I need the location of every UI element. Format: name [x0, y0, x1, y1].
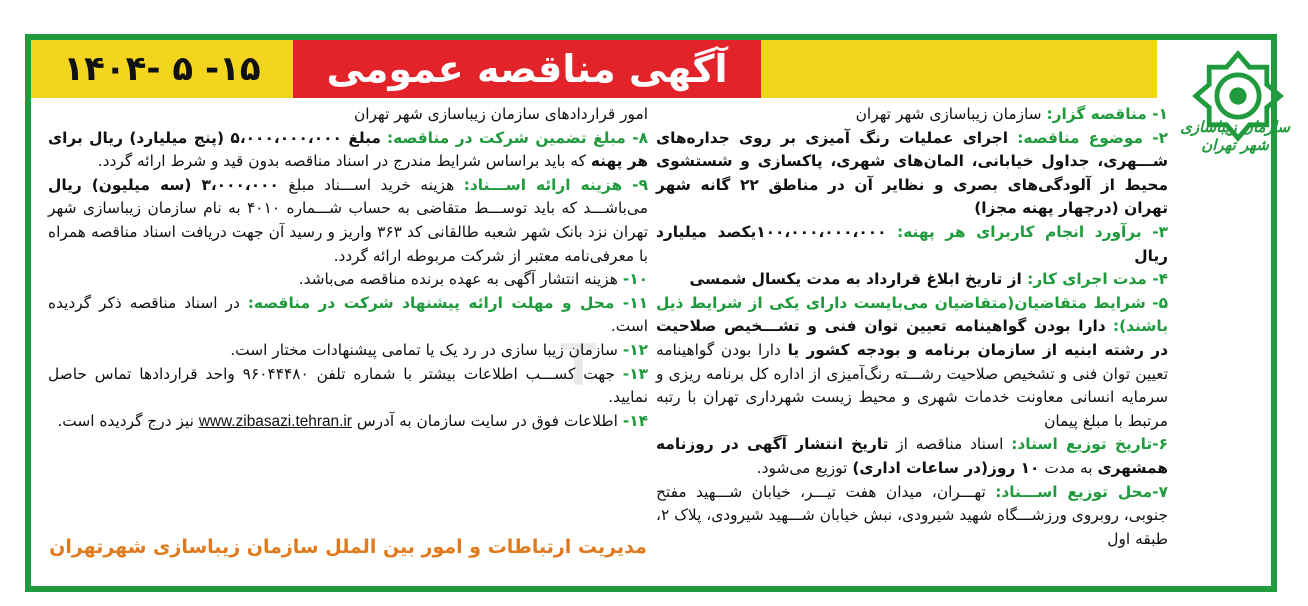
item-9-label: ۹- هزینه ارائه اســـناد:	[463, 175, 648, 194]
item-9-text2: می‌باشـــد که باید توســـط متقاضی به حساب شـــماره ۴۰۱۰ به نام سازمان زیباسازی شهر تهران نزد بانک شهر شعبه طالقانی کد ۳۶۳ واریز و رسید آن جهت دریافت اسناد مناقصه همراه با معرفی‌نامه معتبر از شرکت مربوطه ارائه گردد.	[48, 199, 648, 265]
item-8-text: که باید براساس شرایط مندرج در اسناد مناقصه بدون قید و شرط ارائه گردد.	[97, 152, 586, 171]
item-11	[48, 292, 648, 339]
item-10	[48, 268, 648, 292]
item-6-text2: به مدت	[1044, 458, 1093, 477]
item-3-text: ۱۰۰،۰۰۰،۰۰۰،۰۰۰یکصد میلیارد ریال	[656, 222, 1168, 265]
item-13-text: جهت کســـب اطلاعات بیشتر با شماره تلفن ۹۶۰۴۴۴۸۰ واحد قراردادها تماس حاصل نمایید.	[48, 364, 648, 407]
item-6-text1: اسناد مناقصه از	[896, 435, 1004, 454]
item-4-label: ۴- مدت اجرای کار:	[1027, 270, 1168, 289]
item-7-text: تهـــران، میدان هفت تیـــر، خیابان شـــهید مفتح جنوبی، روبروی ورزشـــگاه شهید شیرودی، نبش خیابان شـــهید شیرودی، پلاک ۲، طبقه اول	[656, 482, 1168, 548]
ad-title: آگهی مناقصه عمومی	[293, 40, 761, 98]
item-11-label: ۱۱- محل و مهلت ارائه پیشنهاد شرکت در مناقصه:	[247, 293, 648, 312]
header-strip	[761, 40, 1157, 98]
item-6	[656, 433, 1168, 480]
item-9-bold: ۳،۰۰۰،۰۰۰ (سه میلیون) ریال	[48, 175, 279, 194]
item-12	[48, 339, 648, 363]
item-13-label: ۱۳-	[622, 364, 648, 383]
item-14-label: ۱۴-	[622, 411, 648, 430]
item-8-label: ۸- مبلغ تضمین شرکت در مناقصه:	[386, 128, 648, 147]
item-11-text: در اسناد مناقصه ذکر گردیده است.	[48, 293, 648, 336]
left-column	[48, 103, 648, 433]
item-7	[656, 481, 1168, 552]
item-2-text: اجرای عملیات رنگ آمیزی بر روی جداره‌های شـــهری، جداول خیابانی، المان‌های شهری، پاکسازی و شستشوی محیط از آلودگی‌های بصری و نظایر آن در مناطق ۲۲ گانه شهر تهران (درچهار پهنه مجزا)	[656, 128, 1168, 218]
item-14-text2: نیز درج گردیده است.	[57, 411, 194, 430]
footer-signature: مدیریت ارتباطات و امور بین الملل سازمان زیباسازی شهرتهران	[49, 536, 647, 558]
item-5-label: ۵- شرایط متقاضیان(متقاضیان می‌بایست دارای یکی از شرایط ذیل باشند):	[656, 293, 1168, 336]
item-5-text: دارا بودن گواهینامه تعیین توان فنی و تشخیص صلاحیت رشـــته رنگ‌آمیزی از اداره کل برنامه ریزی و سرمایه انسانی معاونت خدمات شهری و محیط زیست شهرداری تهران با رتبه مرتبط با مبلغ پیمان	[656, 340, 1168, 430]
website-link[interactable]: www.zibasazi.tehran.ir	[198, 412, 352, 430]
item-4	[656, 268, 1168, 292]
item-1-text: سازمان زیباسازی شهر تهران	[855, 105, 1042, 123]
item-6-bold1: تاریخ انتشار آگهی در روزنامه همشهری	[656, 435, 1168, 477]
item-10-text: هزینه انتشار آگهی به عهده برنده مناقصه می‌باشد.	[298, 270, 618, 289]
item-4-text: از تاریخ ابلاغ قرارداد به مدت یکسال شمسی	[689, 270, 1022, 289]
item-14	[48, 410, 648, 434]
item-12-label: ۱۲-	[622, 340, 648, 359]
item-1	[656, 103, 1168, 127]
item-8-bold: مبلغ ۵،۰۰۰،۰۰۰،۰۰۰ (پنج میلیارد) ریال برای هر پهنه	[48, 128, 648, 171]
right-column	[656, 103, 1168, 551]
contracts-intro: امور قراردادهای سازمان زیباسازی شهر تهران	[353, 105, 648, 123]
item-5	[656, 292, 1168, 434]
item-3-label: ۳- برآورد انجام کاربرای هر پهنه:	[897, 222, 1169, 241]
logo-caption: سازمان زیباسازی شهر تهران	[1180, 118, 1290, 154]
item-6-text3: توزیع می‌شود.	[756, 458, 848, 477]
watermark: T	[560, 331, 597, 398]
header-bar	[31, 40, 1271, 98]
item-2	[656, 127, 1168, 221]
item-14-text1: اطلاعات فوق در سایت سازمان به آدرس	[356, 411, 618, 430]
item-3	[656, 221, 1168, 268]
item-9	[48, 174, 648, 268]
item-2-label: ۲- موضوع مناقصه:	[1017, 128, 1168, 147]
item-6-bold2: ۱۰ روز(در ساعات اداری)	[852, 458, 1040, 477]
item-10-label: ۱۰-	[622, 270, 648, 289]
item-5-bold: دارا بودن گواهینامه تعیین توان فنی و تشـــخیص صلاحیت در رشته ابنیه از سازمان برنامه و بودجه کشور یا	[656, 317, 1168, 359]
item-1-label: ۱- مناقصه گزار:	[1046, 105, 1168, 123]
item-9-text1: هزینه خرید اســـناد مبلغ	[288, 175, 455, 194]
ad-date: ۱۴۰۴- ۵ -۱۵	[31, 40, 293, 98]
item-7-label: ۷-محل توزیع اســـناد:	[995, 482, 1168, 501]
item-6-label: ۶-تاریخ توزیع اسناد:	[1011, 435, 1168, 454]
item-13	[48, 363, 648, 410]
item-8	[48, 127, 648, 174]
item-12-text: سازمان زیبا سازی در رد یک یا تمامی پیشنهادات مختار است.	[230, 340, 618, 359]
